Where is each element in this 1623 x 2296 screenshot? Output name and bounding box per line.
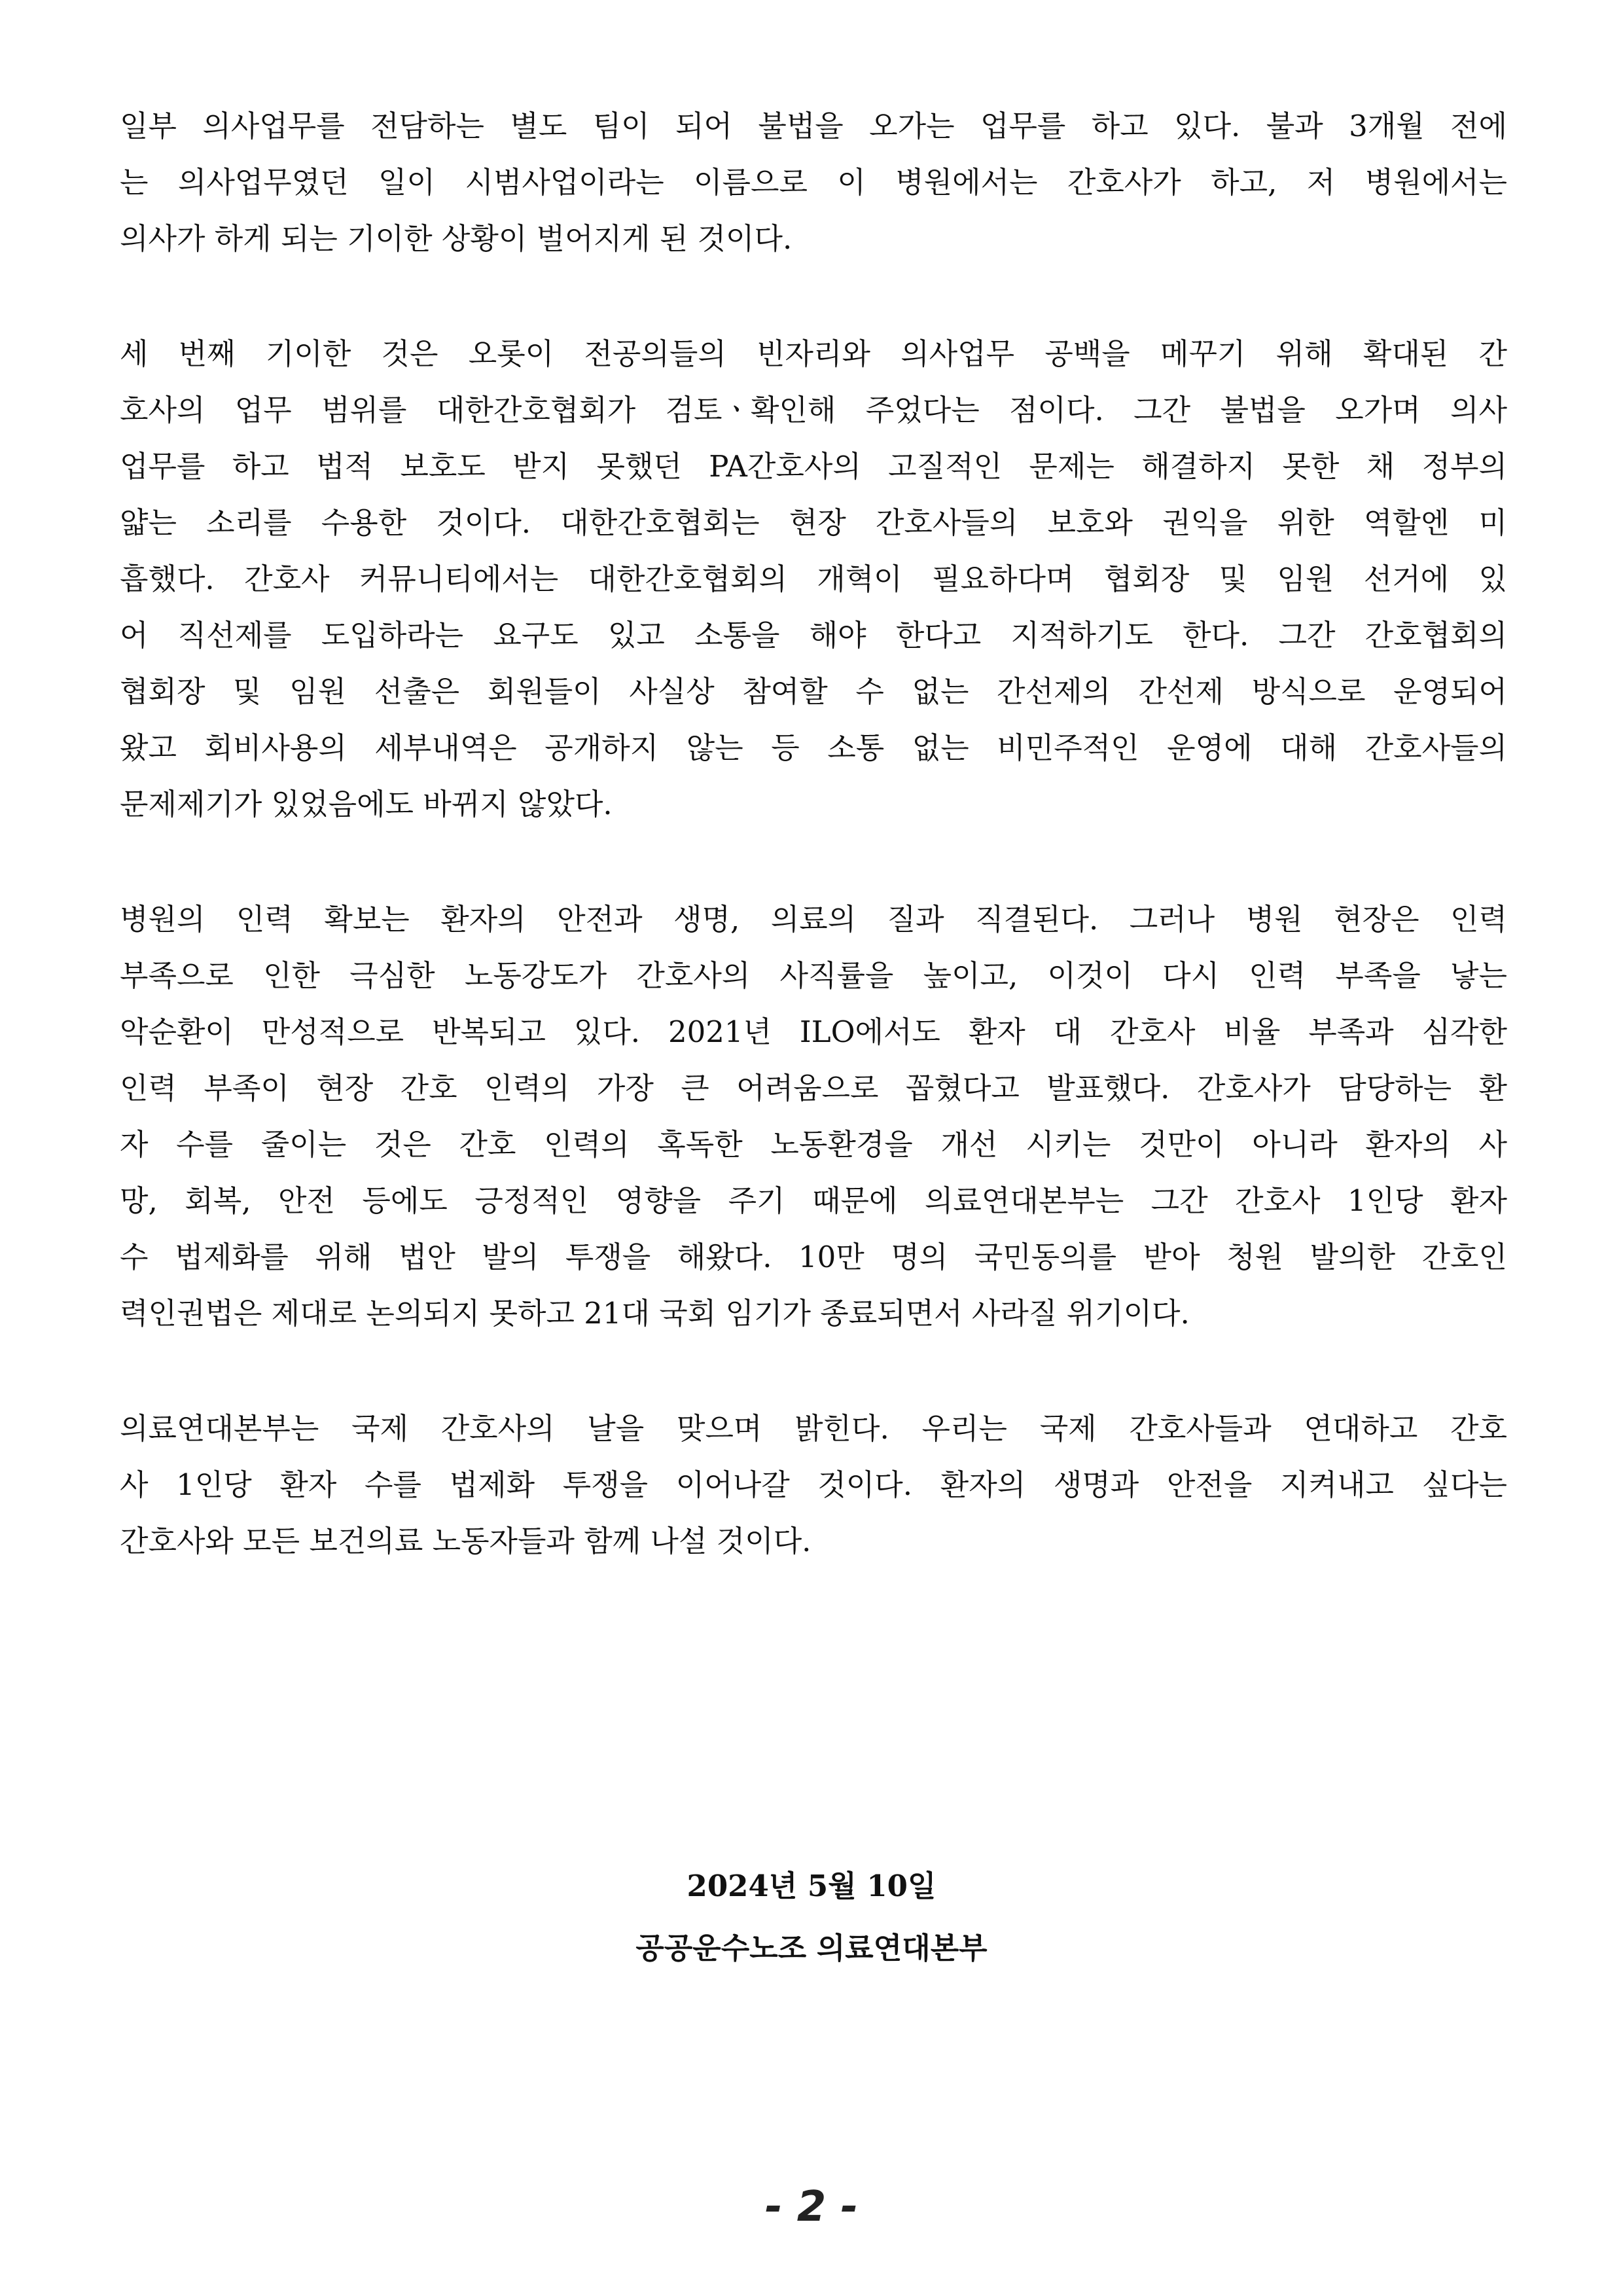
text-line: 일부 의사업무를 전담하는 별도 팀이 되어 불법을 오가는 업무를 하고 있다. 불과 3개월 전에 — [120, 109, 1507, 143]
paragraph-4 — [120, 1401, 1507, 1570]
text-line: 호사의 업무 범위를 대한간호협회가 검토ㆍ확인해 주었다는 점이다. 그간 불법을 오가며 의사 — [120, 393, 1507, 427]
text-line: 의료연대본부는 국제 간호사의 날을 맞으며 밝힌다. 우리는 국제 간호사들과 연대하고 간호 — [120, 1411, 1507, 1446]
paragraph-3 — [120, 891, 1507, 1342]
text-line: 세 번째 기이한 것은 오롯이 전공의들의 빈자리와 의사업무 공백을 메꾸기 위해 확대된 간 — [120, 336, 1507, 371]
text-line: 악순환이 만성적으로 반복되고 있다. 2021년 ILO에서도 환자 대 간호사 비율 부족과 심각한 — [120, 1014, 1507, 1049]
text-line: 협회장 및 임원 선출은 회원들이 사실상 참여할 수 없는 간선제의 간선제 방식으로 운영되어 — [120, 674, 1507, 709]
text-line: 의사가 하게 되는 기이한 상황이 벌어지게 된 것이다. — [120, 221, 793, 256]
text-line: 어 직선제를 도입하라는 요구도 있고 소통을 해야 한다고 지적하기도 한다. 그간 간호협회의 — [120, 618, 1507, 653]
text-line: 인력 부족이 현장 간호 인력의 가장 큰 어려움으로 꼽혔다고 발표했다. 간호사가 담당하는 환 — [120, 1071, 1507, 1105]
text-line: 수 법제화를 위해 법안 발의 투쟁을 해왔다. 10만 명의 국민동의를 받아 청원 발의한 간호인 — [120, 1240, 1507, 1274]
text-line: 병원의 인력 확보는 환자의 안전과 생명, 의료의 질과 직결된다. 그러나 병원 현장은 인력 — [120, 902, 1507, 937]
text-line: 간호사와 모든 보건의료 노동자들과 함께 나설 것이다. — [120, 1524, 812, 1558]
signature-date: 2024년 5월 10일 — [687, 1869, 936, 1903]
text-line: 얇는 소리를 수용한 것이다. 대한간호협회는 현장 간호사들의 보호와 권익을 위한 역할엔 미 — [120, 505, 1507, 540]
document-body — [120, 98, 1507, 1628]
text-line: 부족으로 인한 극심한 노동강도가 간호사의 사직률을 높이고, 이것이 다시 인력 부족을 낳는 — [120, 958, 1507, 993]
text-line: 망, 회복, 안전 등에도 긍정적인 영향을 주기 때문에 의료연대본부는 그간 간호사 1인당 환자 — [120, 1183, 1507, 1218]
text-line: 사 1인당 환자 수를 법제화 투쟁을 이어나갈 것이다. 환자의 생명과 안전을 지켜내고 싶다는 — [120, 1467, 1507, 1502]
text-line: 흡했다. 간호사 커뮤니티에서는 대한간호협회의 개혁이 필요하다며 협회장 및 임원 선거에 있 — [120, 562, 1507, 596]
paragraph-2 — [120, 326, 1507, 833]
page-number: - 2 - — [764, 2183, 859, 2231]
signature-organization: 공공운수노조 의료연대본부 — [635, 1931, 988, 1965]
text-line: 자 수를 줄이는 것은 간호 인력의 혹독한 노동환경을 개선 시키는 것만이 아니라 환자의 사 — [120, 1127, 1507, 1162]
text-line: 는 의사업무였던 일이 시범사업이라는 이름으로 이 병원에서는 간호사가 하고, 저 병원에서는 — [120, 165, 1507, 200]
paragraph-1 — [120, 98, 1507, 267]
text-line: 문제제기가 있었음에도 바뀌지 않았다. — [120, 787, 613, 821]
text-line: 왔고 회비사용의 세부내역은 공개하지 않는 등 소통 없는 비민주적인 운영에 대해 간호사들의 — [120, 730, 1507, 765]
text-line: 업무를 하고 법적 보호도 받지 못했던 PA간호사의 고질적인 문제는 해결하지 못한 채 정부의 — [120, 449, 1507, 484]
text-line: 력인권법은 제대로 논의되지 못하고 21대 국회 임기가 종료되면서 사라질 위기이다. — [120, 1296, 1190, 1331]
